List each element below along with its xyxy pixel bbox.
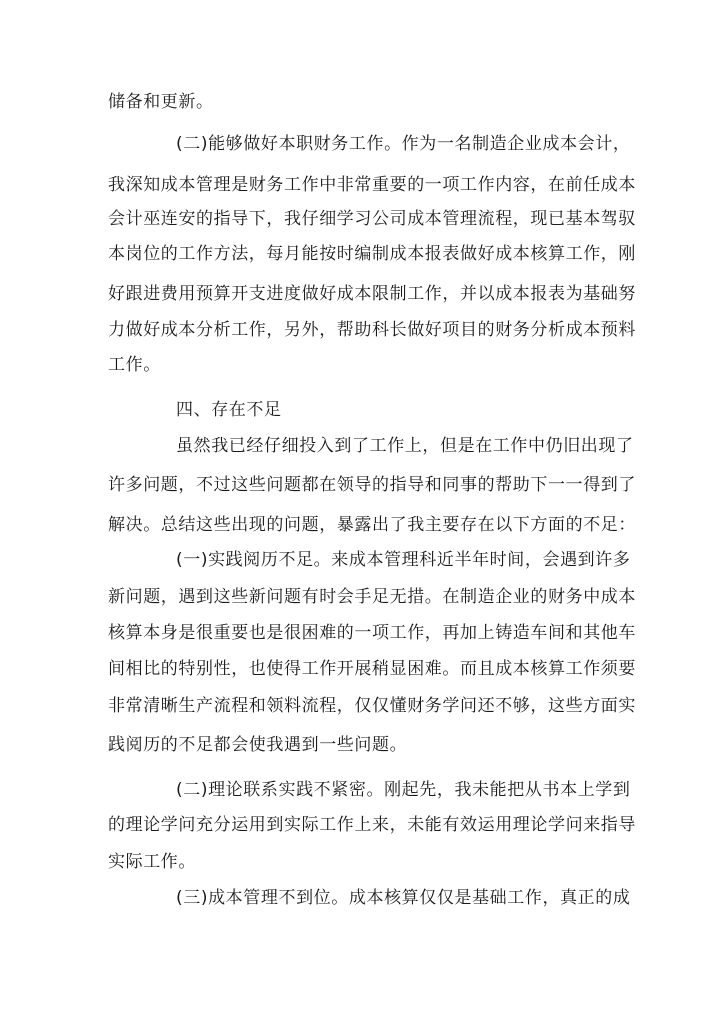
text-line: 解决。总结这些出现的问题，暴露出了我主要存在以下方面的不足：	[108, 515, 636, 535]
section-heading: 四、存在不足	[176, 400, 282, 420]
text-line: 储备和更新。	[108, 92, 214, 112]
text-line: 虽然我已经仔细投入到了工作上，但是在工作中仍旧出现了	[176, 436, 634, 456]
text-line: 工作。	[108, 355, 161, 375]
text-line: 力做好成本分析工作，另外，帮助科长做好项目的财务分析成本预料	[108, 320, 636, 340]
text-line: 核算本身是很重要也是很困难的一项工作，再加上铸造车间和其他车	[108, 623, 636, 643]
text-line: 的理论学问充分运用到实际工作上来，未能有效运用理论学问来指导	[108, 815, 636, 835]
text-line: 非常清晰生产流程和领料流程，仅仅懂财务学问还不够，这些方面实	[108, 696, 636, 716]
text-line: 践阅历的不足都会使我遇到一些问题。	[108, 735, 408, 755]
text-line: 间相比的特别性，也使得工作开展稍显困难。而且成本核算工作须要	[108, 659, 636, 679]
text-line: 许多问题，不过这些问题都在领导的指导和同事的帮助下一一得到了	[108, 475, 636, 495]
text-line: (二)能够做好本职财务工作。作为一名制造企业成本会计，	[176, 134, 631, 154]
text-line: 好跟进费用预算开支进度做好成本限制工作，并以成本报表为基础努	[108, 284, 636, 304]
text-line: 会计巫连安的指导下，我仔细学习公司成本管理流程，现已基本驾驭	[108, 209, 636, 229]
text-line: 实际工作。	[108, 852, 196, 872]
text-line: (三)成本管理不到位。成本核算仅仅是基础工作，真正的成	[176, 888, 631, 908]
text-line: 新问题，遇到这些新问题有时会手足无措。在制造企业的财务中成本	[108, 587, 636, 607]
text-line: 本岗位的工作方法，每月能按时编制成本报表做好成本核算工作，刚	[108, 244, 636, 264]
text-line: 我深知成本管理是财务工作中非常重要的一项工作内容，在前任成本	[108, 175, 636, 195]
text-line: (二)理论联系实践不紧密。刚起先，我未能把从书本上学到	[176, 780, 631, 800]
text-line: (一)实践阅历不足。来成本管理科近半年时间，会遇到许多	[176, 550, 631, 570]
